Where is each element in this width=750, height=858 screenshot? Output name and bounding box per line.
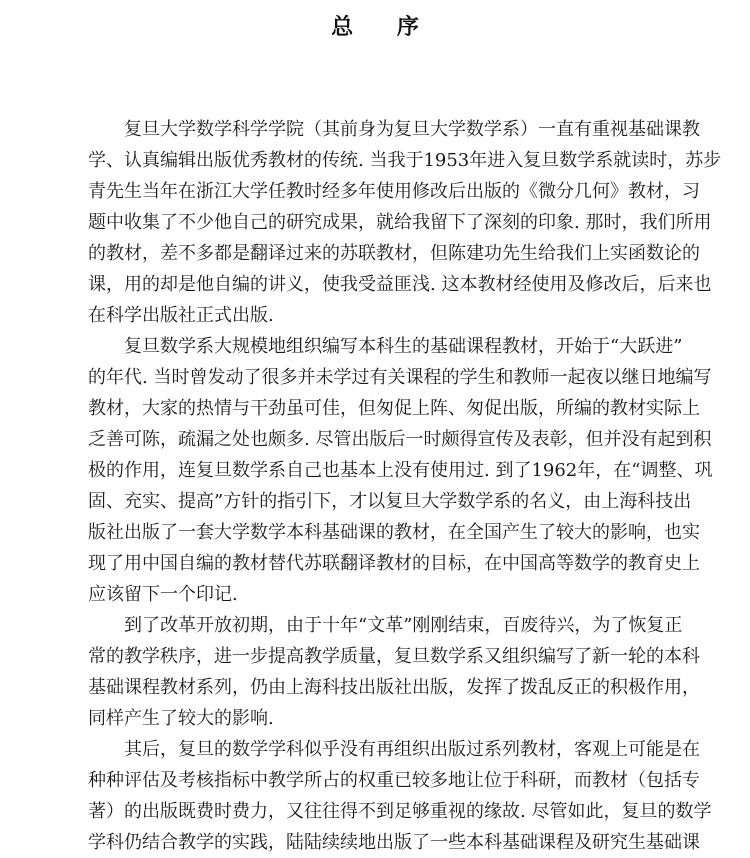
text-line: 学科仍结合教学的实践，陆陆续续地出版了一些本科基础课程及研究生基础课 xyxy=(88,832,700,853)
text-line: 固、充实、提高”方针的指引下，才以复旦大学数学系的名义，由上海科技出 xyxy=(88,491,692,512)
text-line: 其后，复旦的数学学科似乎没有再组织出版过系列教材，客观上可能是在 xyxy=(124,739,700,760)
text-line: 复旦大学数学科学学院（其前身为复旦大学数学系）一直有重视基础课教 xyxy=(124,119,700,140)
text-line: 教材，大家的热情与干劲虽可佳，但匆促上阵、匆促出版，所编的教材实际上 xyxy=(88,398,700,419)
text-line: 在科学出版社正式出版. xyxy=(88,305,274,326)
text-line: 种种评估及考核指标中教学所占的权重已较多地让位于科研，而教材（包括专 xyxy=(88,770,700,791)
text-line: 青先生当年在浙江大学任教时经多年使用修改后出版的《微分几何》教材，习 xyxy=(88,181,700,202)
text-line: 到了改革开放初期，由于十年“文革”刚刚结束，百废待兴，为了恢复正 xyxy=(124,615,683,636)
text-line: 同样产生了较大的影响. xyxy=(88,708,274,729)
text-line: 乏善可陈，疏漏之处也颇多. 尽管出版后一时颇得宣传及表彰，但并没有起到积 xyxy=(88,429,712,450)
text-line: 基础课程教材系列，仍由上海科技出版社出版，发挥了拨乱反正的积极作用， xyxy=(88,677,700,698)
text-line: 极的作用，连复旦数学系自己也基本上没有使用过. 到了1962年，在“调整、巩 xyxy=(88,460,713,481)
text-line: 应该留下一个印记. xyxy=(88,584,238,605)
preface-body xyxy=(88,114,722,858)
text-line: 学、认真编辑出版优秀教材的传统. 当我于1953年进入复旦数学系就读时，苏步 xyxy=(88,150,722,171)
text-line: 著）的出版既费时费力，又往往得不到足够重视的缘故. 尽管如此，复旦的数学 xyxy=(88,801,712,822)
text-line: 常的教学秩序，进一步提高教学质量，复旦数学系又组织编写了新一轮的本科 xyxy=(88,646,700,667)
text-line: 的年代. 当时曾发动了很多并未学过有关课程的学生和教师一起夜以继日地编写 xyxy=(88,367,712,388)
page-title: 总 序 xyxy=(331,15,437,40)
text-line: 题中收集了不少他自己的研究成果，就给我留下了深刻的印象. 那时，我们所用 xyxy=(88,212,712,233)
text-line: 现了用中国自编的教材替代苏联翻译教材的目标，在中国高等数学的教育史上 xyxy=(88,553,700,574)
text-line: 课，用的却是他自编的讲义，使我受益匪浅. 这本教材经使用及修改后，后来也 xyxy=(88,274,712,295)
text-line: 版社出版了一套大学数学本科基础课的教材，在全国产生了较大的影响，也实 xyxy=(88,522,700,543)
text-line: 复旦数学系大规模地组织编写本科生的基础课程教材，开始于“大跃进” xyxy=(124,336,683,357)
text-line: 的教材，差不多都是翻译过来的苏联教材，但陈建功先生给我们上实函数论的 xyxy=(88,243,700,264)
